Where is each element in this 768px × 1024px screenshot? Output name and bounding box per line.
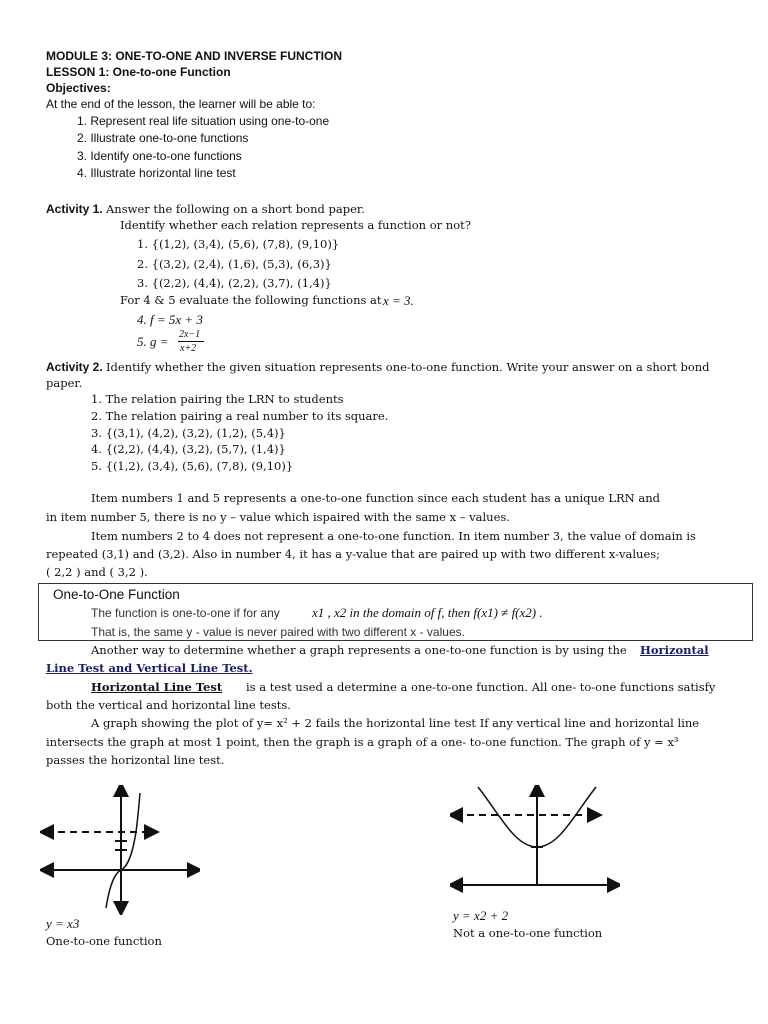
activity2-item: 4. {(2,2), (4,4), (3,2), (5,7), (1,4)} bbox=[91, 442, 286, 456]
explanation-p2-line2: repeated (3,1) and (3,2). Also in number 4, it has a y-value that are paired up with two different x-values; bbox=[46, 547, 661, 561]
activity2-item: 1. The relation pairing the LRN to students bbox=[91, 392, 344, 406]
definition-line1-math: x1 , x2 in the domain of f, then f(x1) ≠ f(x2) . bbox=[312, 605, 543, 620]
left-caption: One-to-one function bbox=[46, 934, 162, 948]
module-title: MODULE 3: ONE-TO-ONE AND INVERSE FUNCTION bbox=[46, 49, 343, 63]
explanation-p2-line1: Item numbers 2 to 4 does not represent a one-to-one function. In item number 3, the value of domain is bbox=[91, 529, 696, 543]
horizontal-line-test-term: Horizontal Line Test bbox=[91, 680, 223, 694]
tests-p3-line1: Another way to determine whether a graph represents a one-to-one function is by using the bbox=[91, 643, 627, 657]
activity2-item: 5. {(1,2), (3,4), (5,6), (7,8), (9,10)} bbox=[91, 459, 294, 473]
activity2-item: 3. {(3,1), (4,2), (3,2), (1,2), (5,4)} bbox=[91, 426, 286, 440]
fraction-bar bbox=[178, 341, 204, 342]
tests-p4-line2: both the vertical and horizontal line tests. bbox=[46, 698, 291, 712]
line-test-link[interactable]: Line Test and Vertical Line Test. bbox=[46, 661, 253, 675]
tests-p5-line3: passes the horizontal line test. bbox=[46, 753, 225, 767]
tests-p4-line1: is a test used a determine a one-to-one function. All one- to-one functions satisfy bbox=[246, 680, 716, 694]
activity1-label: Activity 1. bbox=[46, 202, 103, 216]
tests-p5-line1: A graph showing the plot of y= x² + 2 fails the horizontal line test If any vertical line and horizontal line bbox=[91, 716, 700, 730]
objective-item: 4. Illustrate horizontal line test bbox=[77, 166, 236, 180]
activity1-instruction: Answer the following on a short bond paper. bbox=[106, 202, 365, 216]
lesson-title: LESSON 1: One-to-one Function bbox=[46, 65, 231, 79]
activity2-instruction: Identify whether the given situation represents one-to-one function. Write your answer on a short bond bbox=[106, 360, 710, 374]
objective-item: 1. Represent real life situation using one-to-one bbox=[77, 114, 330, 128]
left-equation: y = x3 bbox=[46, 916, 80, 931]
objectives-intro: At the end of the lesson, the learner will be able to: bbox=[46, 97, 316, 111]
fraction-numerator: 2x−1 bbox=[179, 329, 201, 340]
activity1-item: 3. {(2,2), (4,4), (2,2), (3,7), (1,4)} bbox=[137, 276, 332, 290]
activity2-instruction-cont: paper. bbox=[46, 376, 83, 390]
parabola-graph bbox=[450, 785, 620, 905]
activity2-item: 2. The relation pairing a real number to its square. bbox=[91, 409, 389, 423]
activity2-label: Activity 2. bbox=[46, 360, 103, 374]
right-caption: Not a one-to-one function bbox=[453, 926, 603, 940]
fraction-denominator: x+2 bbox=[180, 343, 197, 354]
tests-p5-line2: intersects the graph at most 1 point, then the graph is a graph of a one- to-one function. The graph of y = x³ bbox=[46, 735, 679, 749]
horizontal-line-test-link[interactable]: Horizontal bbox=[640, 643, 709, 657]
activity1-item5-label: 5. g = bbox=[137, 334, 169, 349]
explanation-p2-line3: ( 2,2 ) and ( 3,2 ). bbox=[46, 565, 148, 579]
activity1-eval-prefix: For 4 & 5 evaluate the following functions at bbox=[120, 293, 382, 307]
activity1-eval-value: x = 3. bbox=[383, 293, 414, 308]
right-equation: y = x2 + 2 bbox=[453, 908, 509, 923]
activity1-item: 1. {(1,2), (3,4), (5,6), (7,8), (9,10)} bbox=[137, 237, 340, 251]
objectives-label: Objectives: bbox=[46, 81, 111, 95]
definition-line2: That is, the same y - value is never paired with two different x - values. bbox=[91, 625, 465, 639]
explanation-p1-line1: Item numbers 1 and 5 represents a one-to-one function since each student has a unique LRN and bbox=[91, 491, 661, 505]
objective-item: 3. Identify one-to-one functions bbox=[77, 149, 242, 163]
activity1-item4: 4. f = 5x + 3 bbox=[137, 312, 203, 327]
definition-line1: The function is one-to-one if for any bbox=[91, 606, 280, 620]
explanation-p1-line2: in item number 5, there is no y – value which ispaired with the same x – values. bbox=[46, 510, 510, 524]
cubic-graph bbox=[40, 785, 200, 915]
activity1-question: Identify whether each relation represents a function or not? bbox=[120, 218, 471, 232]
definition-title: One-to-One Function bbox=[53, 587, 180, 602]
objective-item: 2. Illustrate one-to-one functions bbox=[77, 131, 249, 145]
activity1-item: 2. {(3,2), (2,4), (1,6), (5,3), (6,3)} bbox=[137, 257, 332, 271]
